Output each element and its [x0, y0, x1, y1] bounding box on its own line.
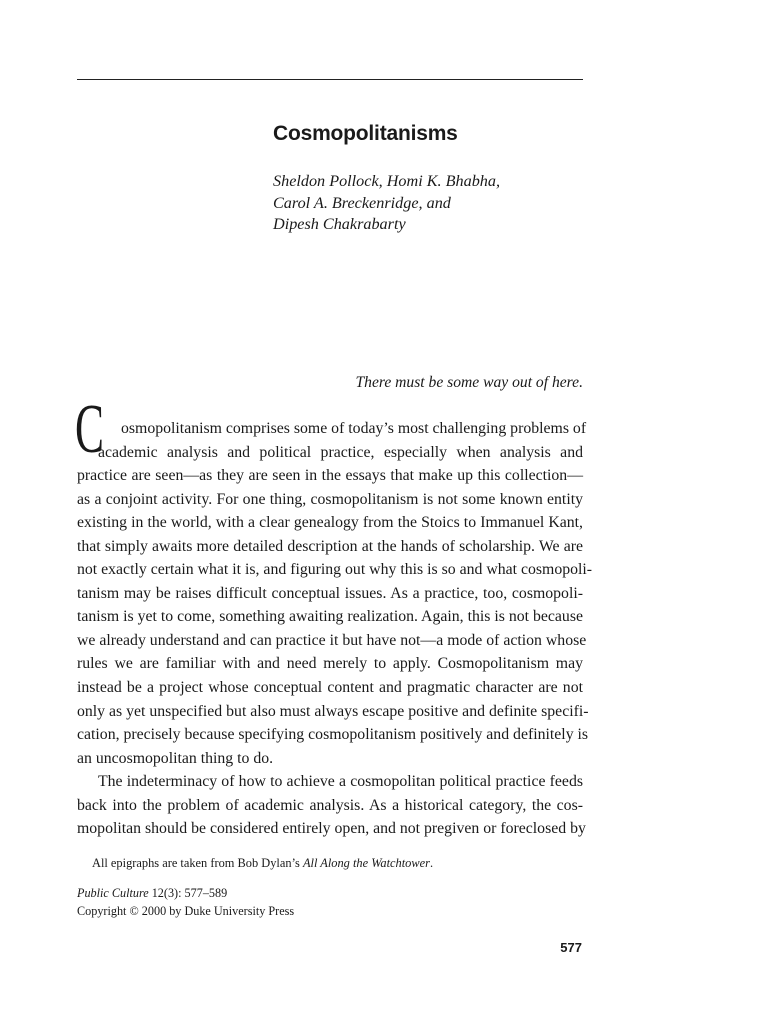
citation-line: [77, 885, 294, 903]
journal-citation: 12(3): 577–589: [148, 886, 228, 900]
paragraph-2: [77, 770, 586, 841]
drop-cap: C: [75, 391, 104, 468]
article-title: Cosmopolitanisms: [273, 122, 458, 145]
text-line: The indeterminacy of how to achieve a cosmopolitan political practice feeds: [98, 773, 583, 791]
text-line: an uncosmopolitan thing to do.: [77, 749, 274, 767]
author-list: [273, 171, 500, 236]
text-line: academic analysis and political practice, especially when analysis and: [98, 443, 583, 461]
author-line: Carol A. Breckenridge, and: [273, 193, 451, 212]
text-line: we already understand and can practice it but have not—a mode of action whose: [77, 631, 587, 649]
publication-info: [77, 885, 294, 920]
text-line: that simply awaits more detailed description at the hands of scholarship. We are: [77, 537, 583, 555]
author-line: Dipesh Chakrabarty: [273, 215, 406, 233]
text-line: cation, precisely because specifying cosmopolitanism positively and definitely is: [77, 726, 589, 744]
text-line: back into the problem of academic analysis. As a historical category, the cos-: [77, 796, 583, 814]
epigraph: There must be some way out of here.: [355, 374, 583, 391]
paragraph-1: [75, 391, 593, 770]
text-line: only as yet unspecified but also must always escape positive and definite specifi-: [77, 702, 589, 720]
text-line: tanism may be raises difficult conceptual issues. As a practice, too, cosmopoli-: [77, 584, 583, 602]
copyright-line: Copyright © 2000 by Duke University Press: [77, 903, 295, 918]
footnote-prefix: All epigraphs are taken from Bob Dylan’s: [92, 856, 303, 870]
epigraph-footnote: [92, 856, 433, 871]
top-rule: [77, 79, 583, 80]
page-number: 577: [560, 940, 582, 955]
text-line: mopolitan should be considered entirely open, and not pregiven or foreclosed by: [77, 820, 586, 838]
text-line: existing in the world, with a clear genealogy from the Stoics to Immanuel Kant,: [77, 514, 583, 532]
text-line: instead be a project whose conceptual content and pragmatic character are not: [77, 679, 583, 697]
text-line: not exactly certain what it is, and figuring out why this is so and what cosmopoli-: [77, 561, 593, 579]
journal-name: Public Culture: [77, 886, 149, 900]
text-line: tanism is yet to come, something awaiting realization. Again, this is not because: [77, 608, 583, 626]
text-line: practice are seen—as they are seen in the essays that make up this collection—: [77, 467, 583, 485]
body-text: [75, 391, 593, 841]
footnote-song-title: All Along the Watchtower: [302, 856, 430, 870]
text-line: rules we are familiar with and need merely to apply. Cosmopolitanism may: [77, 655, 583, 673]
text-line: osmopolitanism comprises some of today’s most challenging problems of: [121, 420, 587, 437]
author-line: Sheldon Pollock, Homi K. Bhabha,: [273, 172, 501, 190]
footnote-suffix: .: [429, 856, 434, 870]
text-line: as a conjoint activity. For one thing, cosmopolitanism is not some known entity: [77, 490, 583, 508]
